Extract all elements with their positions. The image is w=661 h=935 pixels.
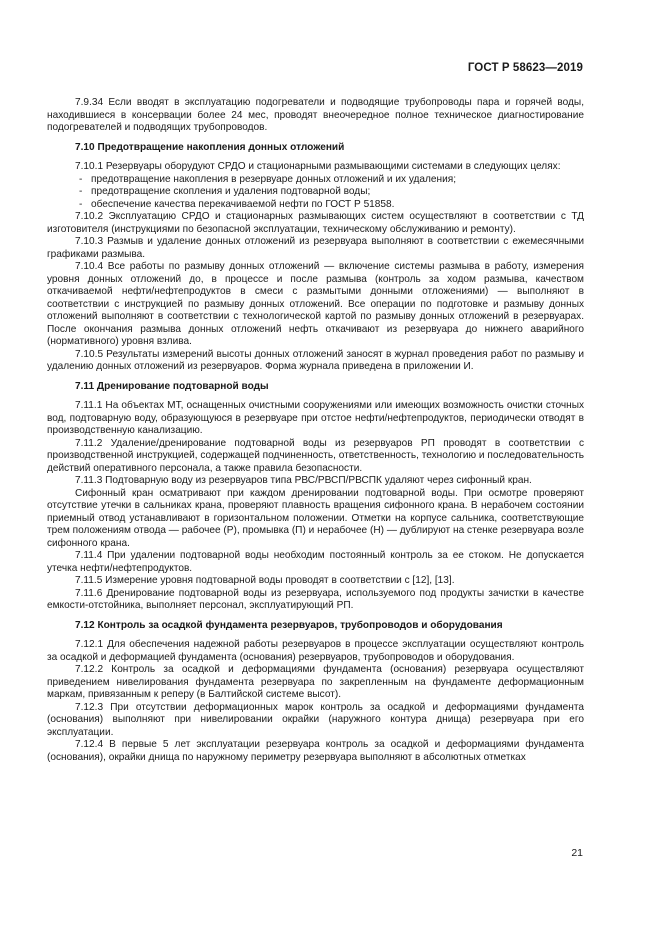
paragraph-7-12-4: 7.12.4 В первые 5 лет эксплуатации резервуара контроль за осадкой и деформациями фундамента (основания), окрайки днища по наружному периметру резервуара выполняют в абсолютных отметках — [47, 739, 584, 763]
list-item: - обеспечение качества перекачиваемой нефти по ГОСТ Р 51858. — [79, 198, 395, 210]
section-heading-7-12: 7.12 Контроль за осадкой фундамента резервуаров, трубопроводов и оборудования — [75, 619, 503, 631]
list-item: - предотвращение скопления и удаления подтоварной воды; — [79, 186, 371, 197]
section-heading-7-11: 7.11 Дренирование подтоварной воды — [75, 380, 269, 392]
paragraph-7-11-6: 7.11.6 Дренирование подтоварной воды из резервуара, используемого под продукты зачистки в качестве емкости-отстойника, выполняет персонал, эксплуатирующий РП. — [47, 587, 584, 611]
paragraph-7-11-2: 7.11.2 Удаление/дренирование подтоварной воды из резервуаров РП проводят в соответствии с производственной инструкцией, содержащей подчиненность, ответственность, технологию и последовательность действий оперативного персонала, а также правила безопасности. — [47, 437, 584, 474]
paragraph-7-11-3: 7.11.3 Подтоварную воду из резервуаров типа РВС/РВСП/РВСПК удаляют через сифонный кран. — [75, 475, 532, 486]
paragraph-7-12-2: 7.12.2 Контроль за осадкой и деформациями фундамента (основания) резервуара осуществляют приведением нивелирования фундамента резервуара по закрепленным на фундаменте деформационным маркам, привязанным к реперу (в Балтийской системе высот). — [47, 664, 584, 700]
page-number: 21 — [571, 847, 583, 859]
paragraph-7-12-3: 7.12.3 При отсутствии деформационных марок контроль за осадкой и деформациями фундамента (основания) выполняют при нивелировании окрайки (наружного контура днища) резервуара при его эксплуатации. — [47, 701, 584, 738]
paragraph-7-9-34: 7.9.34 Если вводят в эксплуатацию подогреватели и подводящие трубопроводы пара и горячей воды, находившиеся в консервации более 24 мес, проводят внеочередное полное техническое диагностирование подогревателей и подводящих трубопроводов. — [47, 97, 584, 133]
list-item: - предотвращение накопления в резервуаре донных отложений и их удаления; — [79, 173, 457, 185]
paragraph-7-10-1: 7.10.1 Резервуары оборудуют СРДО и стационарными размывающими системами в следующих целях: — [75, 161, 561, 172]
paragraph-7-12-1: 7.12.1 Для обеспечения надежной работы резервуаров в процессе эксплуатации осуществляют контроль за осадкой и деформацией фундамента (основания) резервуаров, трубопроводов и оборудования. — [47, 639, 584, 663]
standard-header: ГОСТ Р 58623—2019 — [467, 62, 583, 74]
paragraph-7-11-5: 7.11.5 Измерение уровня подтоварной воды проводят в соответствии с [12], [13]. — [75, 575, 455, 586]
document-body — [47, 97, 584, 764]
paragraph-7-10-4: 7.10.4 Все работы по размыву донных отложений — включение системы размыва в работу, измерения уровня донных отложений до, в процессе и после размыва (контроль за ходом размыва, качеством откачиваемой нефти/нефтепродуктов в смеси с размытыми донными отложениями) — выполняют в соответствии с инструкцией по размыву донных отложений. Все операции по подготовке и размыву донных отложений выполняют в соответствии с технологической картой по размыву донных отложений в резервуарах. После окончания размыва донных отложений нефть откачивают из резервуара до нижнего аварийного (нормативного) уровня взлива. — [47, 261, 584, 347]
paragraph-7-11-1: 7.11.1 На объектах МТ, оснащенных очистными сооружениями или имеющих возможность очистки сточных вод, подтоварную воду, образующуюся в резервуаре при отстое нефти/нефтепродуктов, периодически отводят в производственную канализацию. — [47, 400, 584, 436]
section-heading-7-10: 7.10 Предотвращение накопления донных отложений — [75, 141, 345, 153]
paragraph-7-10-5: 7.10.5 Результаты измерений высоты донных отложений заносят в журнал проведения работ по размыву и удалению донных отложений из резервуаров. Форма журнала приведена в приложении И. — [47, 348, 584, 372]
paragraph-7-10-3: 7.10.3 Размыв и удаление донных отложений из резервуара выполняют в соответствии с ежемесячными графиками размыва. — [47, 236, 584, 260]
paragraph-7-11-4: 7.11.4 При удалении подтоварной воды необходим постоянный контроль за ее стоком. Не допускается утечка нефти/нефтепродуктов. — [47, 550, 584, 574]
paragraph-7-11-3-cont: Сифонный кран осматривают при каждом дренировании подтоварной воды. При осмотре проверяют отсутствие утечки в сальниках крана, проверяют плавность вращения сифонного крана. В нерабочем состоянии приемный отвод устанавливают в горизонтальном положении. Отметки на корпусе сальника, соответствующие трем положениям отвода — рабочее (Р), промывка (П) и нерабочее (Н) — дублируют на стенке резервуара возле сифонного крана. — [47, 487, 584, 549]
paragraph-7-10-2: 7.10.2 Эксплуатацию СРДО и стационарных размывающих систем осуществляют в соответствии с ТД изготовителя (инструкциями по безопасной эксплуатации, техническому обслуживанию и ремонту). — [47, 211, 584, 235]
